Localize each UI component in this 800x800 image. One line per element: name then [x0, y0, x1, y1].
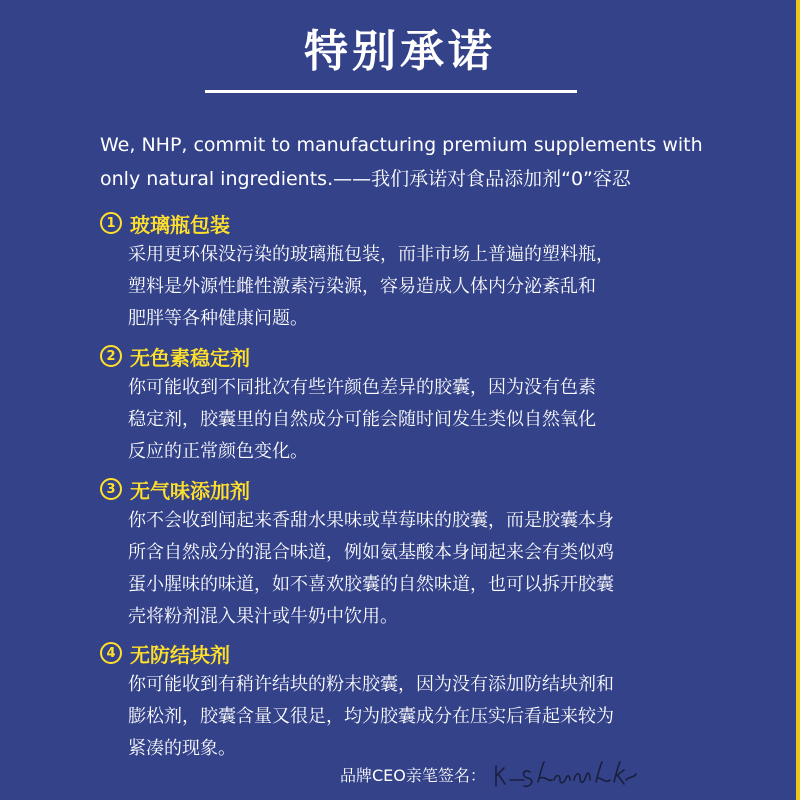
intro-line: We, NHP, commit to manufacturing premium supplements with	[100, 134, 703, 156]
section-body-line: 所含自然成分的混合味道，例如氨基酸本身闻起来会有类似鸡	[128, 542, 614, 563]
section-body-line: 壳将粉剂混入果汁或牛奶中饮用。	[128, 606, 398, 627]
section-no-flavor	[100, 473, 740, 633]
section-body-line: 你可能收到不同批次有些许颜色差异的胶囊，因为没有色素	[128, 377, 596, 398]
section-body-line: 塑料是外源性雌性激素污染源，容易造成人体内分泌紊乱和	[128, 276, 596, 297]
section-body	[128, 505, 740, 633]
section-heading-text: 无防结块剂	[130, 642, 230, 667]
section-heading	[100, 637, 740, 669]
section-body-line: 稳定剂，胶囊里的自然成分可能会随时间发生类似自然氧化	[128, 409, 596, 430]
section-heading	[100, 207, 740, 239]
intro-line: only natural ingredients.——我们承诺对食品添加剂“0”容忍	[100, 168, 631, 190]
handwritten-signature	[490, 756, 640, 792]
section-body-line: 蛋小腥味的味道，如不喜欢胶囊的自然味道，也可以拆开胶囊	[128, 574, 614, 595]
circled-number-badge: 2	[100, 345, 122, 367]
section-body	[128, 669, 740, 765]
section-body-line: 采用更环保没污染的玻璃瓶包装，而非市场上普遍的塑料瓶，	[128, 244, 614, 265]
section-body-line: 你不会收到闻起来香甜水果味或草莓味的胶囊，而是胶囊本身	[128, 510, 614, 531]
section-glass-bottle	[100, 207, 740, 335]
page-title: 特别承诺	[304, 26, 496, 77]
circled-number-badge: 1	[100, 212, 122, 234]
section-heading-text: 无气味添加剂	[130, 478, 250, 503]
section-body-line: 肥胖等各种健康问题。	[128, 308, 308, 329]
signature-label: 品牌CEO亲笔签名：	[340, 765, 486, 785]
section-body-line: 紧凑的现象。	[128, 738, 236, 759]
circled-number-badge: 3	[100, 478, 122, 500]
section-body-line: 反应的正常颜色变化。	[128, 441, 308, 462]
section-body	[128, 239, 740, 335]
section-body-line: 你可能收到有稍许结块的粉末胶囊，因为没有添加防结块剂和	[128, 674, 614, 695]
circled-number-badge: 4	[100, 642, 122, 664]
section-heading-text: 玻璃瓶包装	[130, 212, 230, 237]
intro-paragraph	[100, 128, 790, 196]
section-heading-text: 无色素稳定剂	[130, 345, 250, 370]
section-no-colorant	[100, 340, 740, 468]
section-body-line: 膨松剂，胶囊含量又很足，均为胶囊成分在压实后看起来较为	[128, 706, 614, 727]
section-body	[128, 372, 740, 468]
title-underline	[205, 90, 577, 93]
right-edge-stripe	[796, 0, 800, 800]
section-no-anticaking	[100, 637, 740, 765]
section-heading	[100, 340, 740, 372]
ceo-signature-block	[340, 754, 640, 794]
section-heading	[100, 473, 740, 505]
